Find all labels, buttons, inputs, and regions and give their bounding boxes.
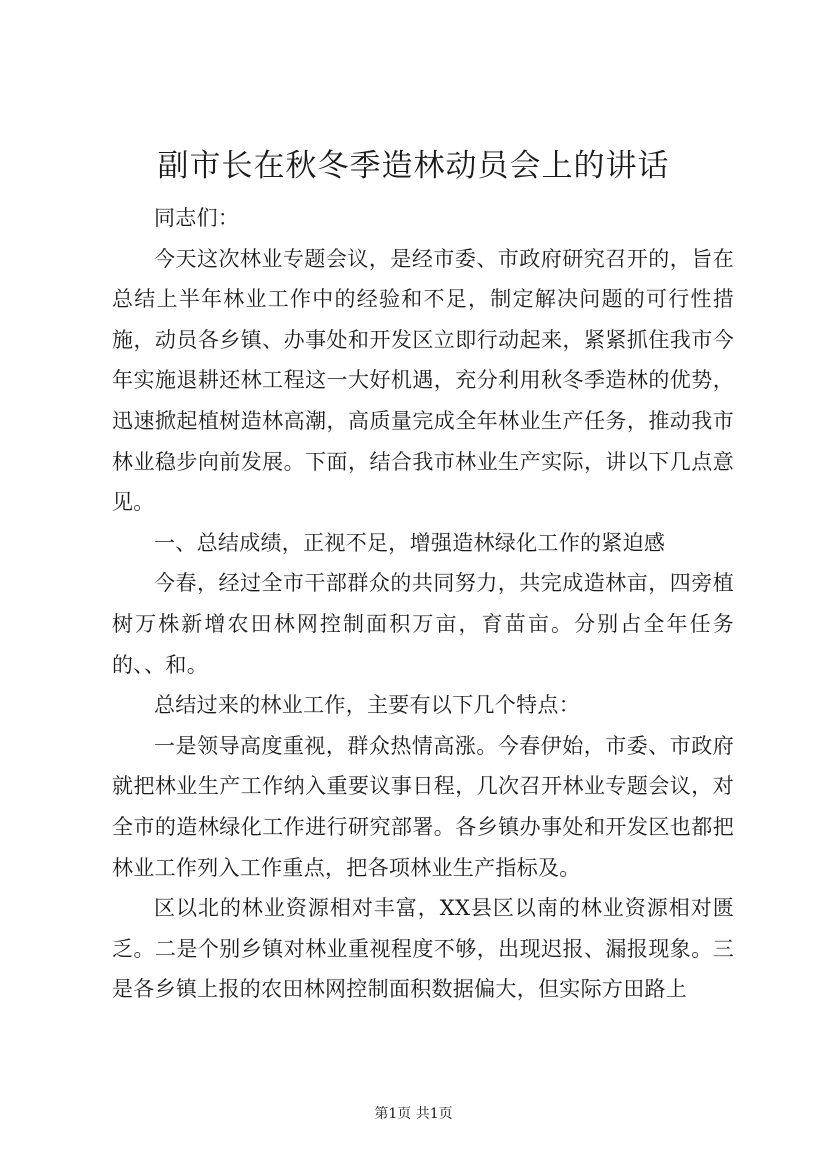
- section-heading-1: 一、总结成绩，正视不足，增强造林绿化工作的紧迫感: [154, 530, 666, 555]
- paragraph-summary: 总结过来的林业工作，主要有以下几个特点：: [154, 693, 580, 718]
- paragraph-intro: 今天这次林业专题会议，是经市委、市政府研究召开的，旨在总结上半年林业工作中的经验和不足，制定解决问题的可行性措施，动员各乡镇、办事处和开发区立即行动起来，紧紧抓住我市今年实施退耕还林工程这一大好机遇，充分利用秋冬季造林的优势，迅速掀起植树造林高潮，高质量完成全年林业生产任务，推动我市林业稳步向前发展。下面，结合我市林业生产实际，讲以下几点意见。: [112, 246, 734, 515]
- document-title: 副市长在秋冬季造林动员会上的讲话: [157, 148, 670, 184]
- paragraph-point-1: 一是领导高度重视，群众热情高涨。今春伊始，市委、市政府就把林业生产工作纳入重要议事日程，几次召开林业专题会议，对全市的造林绿化工作进行研究部署。各乡镇办事处和开发区也都把林业工作列入工作重点，把各项林业生产指标及。: [112, 733, 734, 880]
- document-body: [112, 198, 734, 1010]
- page-number-footer: 第1页 共1页: [374, 1106, 453, 1122]
- greeting: 同志们：: [154, 206, 240, 230]
- paragraph-resources: 区以北的林业资源相对丰富，XX县区以南的林业资源相对匮乏。二是个别乡镇对林业重视程度不够，出现迟报、漏报现象。三是各乡镇上报的农田林网控制面积数据偏大，但实际方田路上: [112, 896, 734, 1002]
- paragraph-spring-results: 今春，经过全市干部群众的共同努力，共完成造林亩，四旁植树万株新增农田林网控制面积万亩，育苗亩。分别占全年任务的、、和。: [112, 571, 734, 677]
